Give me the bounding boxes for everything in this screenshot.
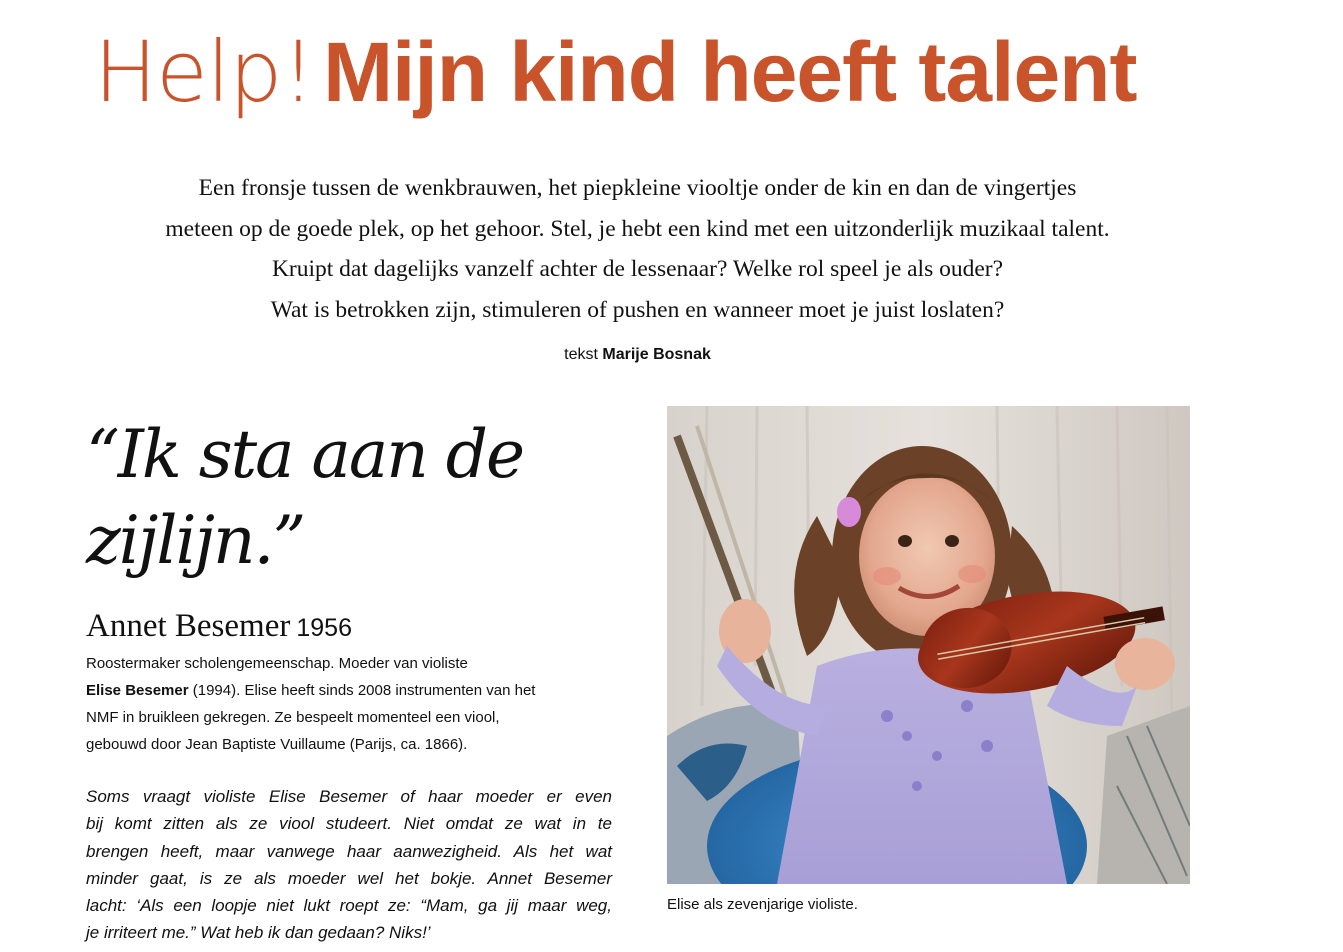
quote-line: zijlijn.” <box>86 502 305 579</box>
photo-girl-with-violin <box>667 406 1190 884</box>
story-line: minder gaat, is ze als moeder wel het bokje. Annet Besemer <box>86 868 612 888</box>
headline <box>94 23 1137 121</box>
person-year: 1956 <box>296 614 352 642</box>
bio-line-rest: (1994). Elise heeft sinds 2008 instrumenten van het <box>188 682 536 699</box>
bio-line: NMF in bruikleen gekregen. Ze bespeelt momenteel een viool, <box>86 709 500 726</box>
story-line: je irriteert me.” Wat heb ik dan gedaan? Niks!’ <box>86 923 431 943</box>
bio-child-name: Elise Besemer <box>86 682 189 699</box>
byline-prefix: tekst <box>564 346 598 363</box>
byline-author: Marije Bosnak <box>602 346 711 363</box>
intro-paragraph <box>60 168 1215 330</box>
story-paragraph <box>86 783 612 947</box>
intro-line: meteen op de goede plek, op het gehoor. Stel, je hebt een kind met een uitzonderlijk muzikaal talent. <box>165 215 1110 242</box>
story-line: bij komt zitten als ze viool studeert. Niet omdat ze wat in te <box>86 814 612 834</box>
person-bio <box>86 650 626 758</box>
bio-line: gebouwd door Jean Baptiste Vuillaume (Parijs, ca. 1866). <box>86 736 468 753</box>
intro-line: Wat is betrokken zijn, stimuleren of pushen en wanneer moet je juist loslaten? <box>270 296 1005 323</box>
pull-quote <box>86 412 523 584</box>
headline-light: Help! <box>94 23 315 121</box>
story-line: lacht: ‘Als een loopje niet lukt roept ze: “Mam, ga jij maar weg, <box>86 896 612 916</box>
headline-bold: Mijn kind heeft talent <box>323 25 1137 119</box>
person-heading <box>86 608 352 645</box>
intro-line: Een fronsje tussen de wenkbrauwen, het piepkleine viooltje onder de kin en dan de vingertjes <box>198 175 1077 201</box>
bio-line <box>86 677 626 704</box>
story-line: Soms vraagt violiste Elise Besemer of haar moeder er even <box>86 787 612 806</box>
photo-caption: Elise als zevenjarige violiste. <box>667 896 858 913</box>
story-line: brengen heeft, maar vanwege haar aanwezigheid. Als het wat <box>86 841 612 861</box>
byline <box>0 346 1275 364</box>
person-name: Annet Besemer <box>86 608 291 644</box>
photo-illustration <box>667 406 1190 884</box>
quote-line: “Ik sta aan de <box>86 416 523 493</box>
bio-line: Roostermaker scholengemeenschap. Moeder van violiste <box>86 655 468 672</box>
intro-line: Kruipt dat dagelijks vanzelf achter de lessenaar? Welke rol speel je als ouder? <box>271 256 1004 282</box>
